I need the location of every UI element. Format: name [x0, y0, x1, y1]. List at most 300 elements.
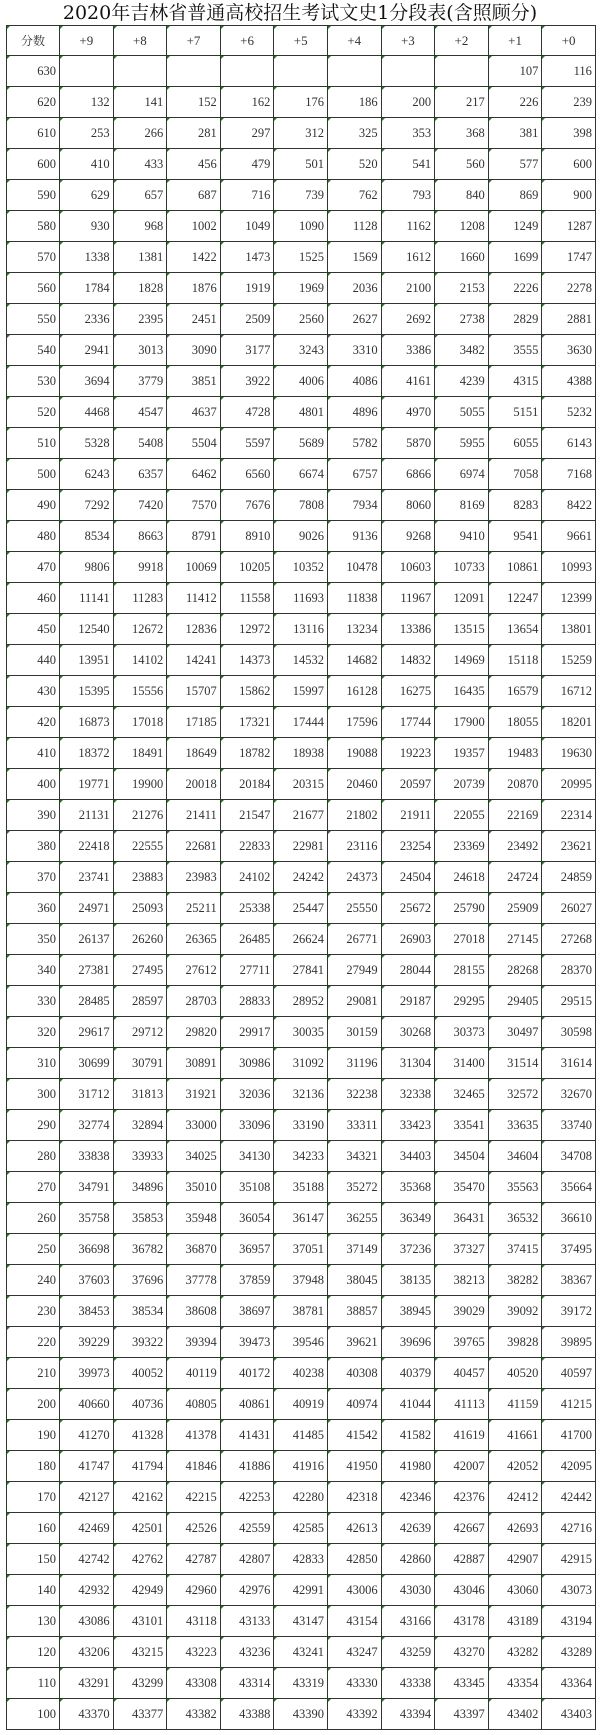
cumulative-count-cell: 23492 — [488, 831, 542, 862]
cumulative-count-cell: 22055 — [435, 800, 489, 831]
cumulative-count-cell: 14102 — [113, 645, 167, 676]
cumulative-count-cell: 42833 — [274, 1544, 328, 1575]
cumulative-count-cell: 1784 — [60, 273, 114, 304]
cumulative-count-cell: 25211 — [167, 893, 221, 924]
cumulative-count-cell: 141 — [113, 87, 167, 118]
cumulative-count-cell: 23116 — [327, 831, 381, 862]
cumulative-count-cell: 3922 — [220, 366, 274, 397]
cumulative-count-cell: 297 — [220, 118, 274, 149]
cumulative-count-cell: 5870 — [381, 428, 435, 459]
cumulative-count-cell: 2560 — [274, 304, 328, 335]
cumulative-count-cell: 43397 — [435, 1699, 489, 1730]
cumulative-count-cell: 11838 — [327, 583, 381, 614]
cumulative-count-cell: 26485 — [220, 924, 274, 955]
cumulative-count-cell — [113, 56, 167, 87]
cumulative-count-cell: 17900 — [435, 707, 489, 738]
cumulative-count-cell: 30598 — [542, 1017, 596, 1048]
table-row — [7, 1296, 596, 1327]
cumulative-count-cell: 31614 — [542, 1048, 596, 1079]
cumulative-count-cell: 381 — [488, 118, 542, 149]
header-offset: +3 — [381, 26, 435, 56]
cumulative-count-cell: 37236 — [381, 1234, 435, 1265]
cumulative-count-cell: 38282 — [488, 1265, 542, 1296]
cumulative-count-cell: 253 — [60, 118, 114, 149]
cumulative-count-cell: 4728 — [220, 397, 274, 428]
cumulative-count-cell: 21547 — [220, 800, 274, 831]
table-row — [7, 428, 596, 459]
cumulative-count-cell: 40919 — [274, 1389, 328, 1420]
cumulative-count-cell: 41044 — [381, 1389, 435, 1420]
score-cell: 220 — [7, 1327, 60, 1358]
cumulative-count-cell: 42932 — [60, 1575, 114, 1606]
cumulative-count-cell: 41619 — [435, 1420, 489, 1451]
cumulative-count-cell: 42667 — [435, 1513, 489, 1544]
table-row — [7, 273, 596, 304]
cumulative-count-cell: 28155 — [435, 955, 489, 986]
cumulative-count-cell: 41159 — [488, 1389, 542, 1420]
cumulative-count-cell: 15395 — [60, 676, 114, 707]
cumulative-count-cell: 19088 — [327, 738, 381, 769]
cumulative-count-cell: 14832 — [381, 645, 435, 676]
cumulative-count-cell: 20184 — [220, 769, 274, 800]
cumulative-count-cell: 40457 — [435, 1358, 489, 1389]
score-cell: 520 — [7, 397, 60, 428]
cumulative-count-cell: 4970 — [381, 397, 435, 428]
cumulative-count-cell: 29187 — [381, 986, 435, 1017]
cumulative-count-cell: 1208 — [435, 211, 489, 242]
cumulative-count-cell: 43382 — [167, 1699, 221, 1730]
score-cell: 170 — [7, 1482, 60, 1513]
cumulative-count-cell: 16873 — [60, 707, 114, 738]
cumulative-count-cell: 24373 — [327, 862, 381, 893]
cumulative-count-cell: 716 — [220, 180, 274, 211]
cumulative-count-cell: 35758 — [60, 1203, 114, 1234]
cumulative-count-cell: 31712 — [60, 1079, 114, 1110]
cumulative-count-cell: 22981 — [274, 831, 328, 862]
cumulative-count-cell: 29617 — [60, 1017, 114, 1048]
table-row — [7, 87, 596, 118]
cumulative-count-cell: 12672 — [113, 614, 167, 645]
cumulative-count-cell: 43247 — [327, 1637, 381, 1668]
cumulative-count-cell: 5782 — [327, 428, 381, 459]
cumulative-count-cell: 16128 — [327, 676, 381, 707]
cumulative-count-cell: 3851 — [167, 366, 221, 397]
cumulative-count-cell: 30791 — [113, 1048, 167, 1079]
cumulative-count-cell: 14682 — [327, 645, 381, 676]
cumulative-count-cell: 35368 — [381, 1172, 435, 1203]
cumulative-count-cell: 41886 — [220, 1451, 274, 1482]
cumulative-count-cell: 43282 — [488, 1637, 542, 1668]
table-row — [7, 645, 596, 676]
table-row — [7, 304, 596, 335]
cumulative-count-cell: 21131 — [60, 800, 114, 831]
table-row — [7, 1234, 596, 1265]
score-cell: 540 — [7, 335, 60, 366]
cumulative-count-cell: 43133 — [220, 1606, 274, 1637]
cumulative-count-cell: 27841 — [274, 955, 328, 986]
cumulative-count-cell: 43377 — [113, 1699, 167, 1730]
cumulative-count-cell: 33311 — [327, 1110, 381, 1141]
score-cell: 140 — [7, 1575, 60, 1606]
table-row — [7, 1699, 596, 1730]
cumulative-count-cell: 1338 — [60, 242, 114, 273]
cumulative-count-cell — [381, 56, 435, 87]
table-row — [7, 459, 596, 490]
cumulative-count-cell: 36255 — [327, 1203, 381, 1234]
cumulative-count-cell: 629 — [60, 180, 114, 211]
cumulative-count-cell: 6462 — [167, 459, 221, 490]
cumulative-count-cell — [220, 56, 274, 87]
cumulative-count-cell: 28268 — [488, 955, 542, 986]
table-row — [7, 1513, 596, 1544]
cumulative-count-cell: 8422 — [542, 490, 596, 521]
score-cell: 470 — [7, 552, 60, 583]
cumulative-count-cell: 27018 — [435, 924, 489, 955]
cumulative-count-cell: 3310 — [327, 335, 381, 366]
cumulative-count-cell: 32136 — [274, 1079, 328, 1110]
cumulative-count-cell: 34708 — [542, 1141, 596, 1172]
cumulative-count-cell: 42850 — [327, 1544, 381, 1575]
table-row — [7, 521, 596, 552]
cumulative-count-cell: 226 — [488, 87, 542, 118]
cumulative-count-cell: 28044 — [381, 955, 435, 986]
cumulative-count-cell: 739 — [274, 180, 328, 211]
cumulative-count-cell: 8663 — [113, 521, 167, 552]
cumulative-count-cell: 33838 — [60, 1141, 114, 1172]
cumulative-count-cell: 33423 — [381, 1110, 435, 1141]
cumulative-count-cell: 42742 — [60, 1544, 114, 1575]
cumulative-count-cell: 39546 — [274, 1327, 328, 1358]
cumulative-count-cell: 3243 — [274, 335, 328, 366]
cumulative-count-cell: 1090 — [274, 211, 328, 242]
cumulative-count-cell: 34791 — [60, 1172, 114, 1203]
cumulative-count-cell: 28833 — [220, 986, 274, 1017]
cumulative-count-cell: 1660 — [435, 242, 489, 273]
cumulative-count-cell: 13234 — [327, 614, 381, 645]
score-cell: 460 — [7, 583, 60, 614]
cumulative-count-cell: 479 — [220, 149, 274, 180]
cumulative-count-cell: 869 — [488, 180, 542, 211]
cumulative-count-cell: 6357 — [113, 459, 167, 490]
score-cell: 110 — [7, 1668, 60, 1699]
cumulative-count-cell: 42469 — [60, 1513, 114, 1544]
cumulative-count-cell: 9806 — [60, 552, 114, 583]
cumulative-count-cell: 43364 — [542, 1668, 596, 1699]
cumulative-count-cell: 10478 — [327, 552, 381, 583]
cumulative-count-cell: 24859 — [542, 862, 596, 893]
cumulative-count-cell: 35470 — [435, 1172, 489, 1203]
score-cell: 480 — [7, 521, 60, 552]
cumulative-count-cell: 7420 — [113, 490, 167, 521]
cumulative-count-cell: 40974 — [327, 1389, 381, 1420]
cumulative-count-cell: 25790 — [435, 893, 489, 924]
cumulative-count-cell: 7934 — [327, 490, 381, 521]
cumulative-count-cell: 35108 — [220, 1172, 274, 1203]
cumulative-count-cell: 42960 — [167, 1575, 221, 1606]
cumulative-count-cell: 2881 — [542, 304, 596, 335]
cumulative-count-cell: 39696 — [381, 1327, 435, 1358]
table-row — [7, 831, 596, 862]
table-row — [7, 1389, 596, 1420]
cumulative-count-cell: 42215 — [167, 1482, 221, 1513]
cumulative-count-cell: 13951 — [60, 645, 114, 676]
cumulative-count-cell: 41846 — [167, 1451, 221, 1482]
cumulative-count-cell: 21276 — [113, 800, 167, 831]
cumulative-count-cell: 2336 — [60, 304, 114, 335]
header-offset: +6 — [220, 26, 274, 56]
cumulative-count-cell: 43314 — [220, 1668, 274, 1699]
cumulative-count-cell: 38453 — [60, 1296, 114, 1327]
cumulative-count-cell: 42280 — [274, 1482, 328, 1513]
cumulative-count-cell: 43403 — [542, 1699, 596, 1730]
cumulative-count-cell: 37778 — [167, 1265, 221, 1296]
cumulative-count-cell: 34604 — [488, 1141, 542, 1172]
cumulative-count-cell: 32036 — [220, 1079, 274, 1110]
cumulative-count-cell: 42787 — [167, 1544, 221, 1575]
cumulative-count-cell: 26027 — [542, 893, 596, 924]
table-row — [7, 800, 596, 831]
cumulative-count-cell: 29515 — [542, 986, 596, 1017]
cumulative-count-cell: 6243 — [60, 459, 114, 490]
cumulative-count-cell: 42318 — [327, 1482, 381, 1513]
cumulative-count-cell: 19357 — [435, 738, 489, 769]
table-row — [7, 1606, 596, 1637]
table-row — [7, 1451, 596, 1482]
cumulative-count-cell: 1049 — [220, 211, 274, 242]
cumulative-count-cell: 39828 — [488, 1327, 542, 1358]
cumulative-count-cell: 25447 — [274, 893, 328, 924]
cumulative-count-cell: 13515 — [435, 614, 489, 645]
cumulative-count-cell: 43299 — [113, 1668, 167, 1699]
cumulative-count-cell: 39473 — [220, 1327, 274, 1358]
cumulative-count-cell: 368 — [435, 118, 489, 149]
cumulative-count-cell: 577 — [488, 149, 542, 180]
cumulative-count-cell: 42412 — [488, 1482, 542, 1513]
cumulative-count-cell: 33000 — [167, 1110, 221, 1141]
cumulative-count-cell: 19900 — [113, 769, 167, 800]
cumulative-count-cell: 600 — [542, 149, 596, 180]
cumulative-count-cell: 23741 — [60, 862, 114, 893]
cumulative-count-cell: 41215 — [542, 1389, 596, 1420]
cumulative-count-cell: 21802 — [327, 800, 381, 831]
cumulative-count-cell: 42007 — [435, 1451, 489, 1482]
cumulative-count-cell: 42095 — [542, 1451, 596, 1482]
cumulative-count-cell: 5055 — [435, 397, 489, 428]
table-row — [7, 1172, 596, 1203]
cumulative-count-cell: 9410 — [435, 521, 489, 552]
cumulative-count-cell: 37415 — [488, 1234, 542, 1265]
table-row — [7, 1358, 596, 1389]
cumulative-count-cell: 34403 — [381, 1141, 435, 1172]
table-row — [7, 924, 596, 955]
score-cell: 250 — [7, 1234, 60, 1265]
cumulative-count-cell: 32670 — [542, 1079, 596, 1110]
cumulative-count-cell: 7058 — [488, 459, 542, 490]
cumulative-count-cell: 43215 — [113, 1637, 167, 1668]
cumulative-count-cell: 793 — [381, 180, 435, 211]
cumulative-count-cell: 11412 — [167, 583, 221, 614]
cumulative-count-cell: 43046 — [435, 1575, 489, 1606]
cumulative-count-cell: 12091 — [435, 583, 489, 614]
cumulative-count-cell: 38781 — [274, 1296, 328, 1327]
table-row — [7, 1482, 596, 1513]
cumulative-count-cell: 29405 — [488, 986, 542, 1017]
cumulative-count-cell: 42716 — [542, 1513, 596, 1544]
cumulative-count-cell: 17321 — [220, 707, 274, 738]
cumulative-count-cell: 42526 — [167, 1513, 221, 1544]
cumulative-count-cell: 20315 — [274, 769, 328, 800]
cumulative-count-cell: 968 — [113, 211, 167, 242]
cumulative-count-cell: 26137 — [60, 924, 114, 955]
cumulative-count-cell: 38367 — [542, 1265, 596, 1296]
cumulative-count-cell: 26771 — [327, 924, 381, 955]
cumulative-count-cell: 24504 — [381, 862, 435, 893]
cumulative-count-cell: 162 — [220, 87, 274, 118]
cumulative-count-cell: 30699 — [60, 1048, 114, 1079]
cumulative-count-cell — [327, 56, 381, 87]
cumulative-count-cell: 186 — [327, 87, 381, 118]
cumulative-count-cell: 36431 — [435, 1203, 489, 1234]
table-row — [7, 397, 596, 428]
cumulative-count-cell: 43390 — [274, 1699, 328, 1730]
cumulative-count-cell: 4086 — [327, 366, 381, 397]
cumulative-count-cell: 11558 — [220, 583, 274, 614]
cumulative-count-cell: 2692 — [381, 304, 435, 335]
cumulative-count-cell: 43291 — [60, 1668, 114, 1699]
score-cell: 580 — [7, 211, 60, 242]
cumulative-count-cell: 12972 — [220, 614, 274, 645]
score-cell: 270 — [7, 1172, 60, 1203]
cumulative-count-cell: 42253 — [220, 1482, 274, 1513]
cumulative-count-cell: 26260 — [113, 924, 167, 955]
cumulative-count-cell — [274, 56, 328, 87]
score-cell: 420 — [7, 707, 60, 738]
cumulative-count-cell: 42860 — [381, 1544, 435, 1575]
cumulative-count-cell: 4315 — [488, 366, 542, 397]
cumulative-count-cell: 33541 — [435, 1110, 489, 1141]
cumulative-count-cell: 13386 — [381, 614, 435, 645]
cumulative-count-cell: 37859 — [220, 1265, 274, 1296]
table-row — [7, 118, 596, 149]
cumulative-count-cell: 42807 — [220, 1544, 274, 1575]
cumulative-count-cell: 18649 — [167, 738, 221, 769]
cumulative-count-cell: 43223 — [167, 1637, 221, 1668]
cumulative-count-cell: 38857 — [327, 1296, 381, 1327]
cumulative-count-cell: 24724 — [488, 862, 542, 893]
cumulative-count-cell: 12540 — [60, 614, 114, 645]
cumulative-count-cell: 17744 — [381, 707, 435, 738]
table-row — [7, 1079, 596, 1110]
cumulative-count-cell: 21911 — [381, 800, 435, 831]
cumulative-count-cell: 39973 — [60, 1358, 114, 1389]
cumulative-count-cell: 9541 — [488, 521, 542, 552]
cumulative-count-cell: 40805 — [167, 1389, 221, 1420]
cumulative-count-cell: 1002 — [167, 211, 221, 242]
cumulative-count-cell: 410 — [60, 149, 114, 180]
cumulative-count-cell: 31304 — [381, 1048, 435, 1079]
cumulative-count-cell: 43308 — [167, 1668, 221, 1699]
cumulative-count-cell: 21411 — [167, 800, 221, 831]
cumulative-count-cell: 6560 — [220, 459, 274, 490]
cumulative-count-cell: 3694 — [60, 366, 114, 397]
header-offset: +4 — [327, 26, 381, 56]
cumulative-count-cell: 42907 — [488, 1544, 542, 1575]
cumulative-count-cell: 43241 — [274, 1637, 328, 1668]
cumulative-count-cell: 4547 — [113, 397, 167, 428]
score-distribution-table — [6, 25, 596, 1730]
cumulative-count-cell: 132 — [60, 87, 114, 118]
cumulative-count-cell: 4006 — [274, 366, 328, 397]
score-cell: 350 — [7, 924, 60, 955]
cumulative-count-cell: 4161 — [381, 366, 435, 397]
cumulative-count-cell: 40861 — [220, 1389, 274, 1420]
cumulative-count-cell: 39029 — [435, 1296, 489, 1327]
cumulative-count-cell: 4388 — [542, 366, 596, 397]
cumulative-count-cell: 11967 — [381, 583, 435, 614]
cumulative-count-cell: 20597 — [381, 769, 435, 800]
cumulative-count-cell: 2395 — [113, 304, 167, 335]
cumulative-count-cell: 4637 — [167, 397, 221, 428]
cumulative-count-cell: 34025 — [167, 1141, 221, 1172]
cumulative-count-cell: 266 — [113, 118, 167, 149]
cumulative-count-cell: 13654 — [488, 614, 542, 645]
cumulative-count-cell: 152 — [167, 87, 221, 118]
table-row — [7, 676, 596, 707]
score-cell: 410 — [7, 738, 60, 769]
cumulative-count-cell: 25672 — [381, 893, 435, 924]
score-cell: 160 — [7, 1513, 60, 1544]
cumulative-count-cell: 37495 — [542, 1234, 596, 1265]
cumulative-count-cell: 43086 — [60, 1606, 114, 1637]
table-row — [7, 862, 596, 893]
cumulative-count-cell: 36054 — [220, 1203, 274, 1234]
cumulative-count-cell: 3482 — [435, 335, 489, 366]
score-cell: 450 — [7, 614, 60, 645]
header-score: 分数 — [7, 26, 60, 56]
cumulative-count-cell: 9661 — [542, 521, 596, 552]
table-row — [7, 707, 596, 738]
cumulative-count-cell: 18055 — [488, 707, 542, 738]
cumulative-count-cell: 39172 — [542, 1296, 596, 1327]
cumulative-count-cell: 840 — [435, 180, 489, 211]
cumulative-count-cell: 17185 — [167, 707, 221, 738]
score-cell: 180 — [7, 1451, 60, 1482]
cumulative-count-cell: 2278 — [542, 273, 596, 304]
cumulative-count-cell: 41485 — [274, 1420, 328, 1451]
table-row — [7, 986, 596, 1017]
score-cell: 400 — [7, 769, 60, 800]
cumulative-count-cell: 37603 — [60, 1265, 114, 1296]
cumulative-count-cell: 42559 — [220, 1513, 274, 1544]
cumulative-count-cell: 762 — [327, 180, 381, 211]
score-cell: 490 — [7, 490, 60, 521]
cumulative-count-cell: 43338 — [381, 1668, 435, 1699]
cumulative-count-cell: 43118 — [167, 1606, 221, 1637]
score-cell: 430 — [7, 676, 60, 707]
cumulative-count-cell: 42127 — [60, 1482, 114, 1513]
cumulative-count-cell: 1162 — [381, 211, 435, 242]
cumulative-count-cell: 16435 — [435, 676, 489, 707]
header-offset: +8 — [113, 26, 167, 56]
score-cell: 390 — [7, 800, 60, 831]
cumulative-count-cell: 2509 — [220, 304, 274, 335]
cumulative-count-cell: 15556 — [113, 676, 167, 707]
cumulative-count-cell: 40308 — [327, 1358, 381, 1389]
cumulative-count-cell: 8910 — [220, 521, 274, 552]
cumulative-count-cell: 9026 — [274, 521, 328, 552]
cumulative-count-cell: 27495 — [113, 955, 167, 986]
cumulative-count-cell: 40660 — [60, 1389, 114, 1420]
